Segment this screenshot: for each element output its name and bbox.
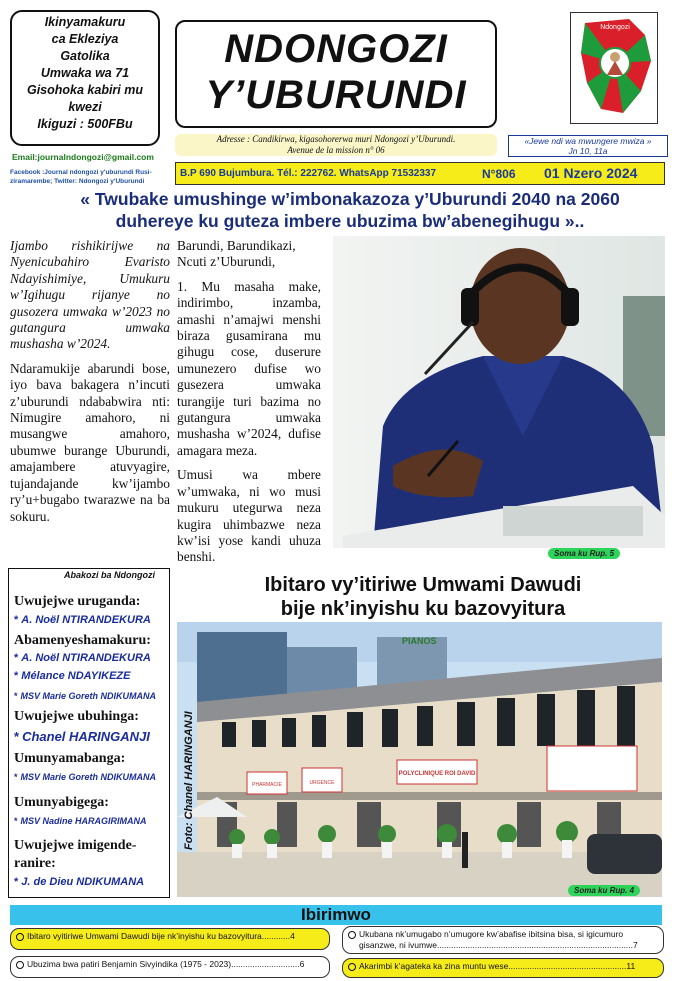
- staff-name: * J. de Dieu NDIKUMANA: [14, 876, 145, 888]
- contact-info: B.P 690 Bujumbura. Tél.: 222762. WhatsApp 71532337: [180, 168, 437, 179]
- rooftop-sign: PIANOS: [402, 636, 437, 646]
- story2-title-line-2: bije nk’inyishu ku bazovyitura: [280, 598, 566, 620]
- contents-title: Ibirimwo: [10, 905, 662, 925]
- address: [175, 134, 497, 156]
- staff-name: * MSV Marie Goreth NDIKUMANA: [14, 772, 157, 782]
- contents-item-text: Akarimbi k’agateka ka zina muntu wese..................................................11: [359, 961, 636, 971]
- continue-link[interactable]: Soma ku Rup. 5: [548, 548, 620, 559]
- contents-item[interactable]: [342, 958, 664, 978]
- bullet-icon: [348, 931, 356, 939]
- issue-date: 01 Nzero 2024: [544, 165, 638, 181]
- burundi-map-logo: [570, 12, 658, 124]
- publication-info-box: [10, 10, 160, 146]
- lead-paragraph: Ndaramukije abarundi bose, iyo bava bakagera n’incuti z’uburundi ndababwira nti: Nimugire amahoro, ni musangwe amahoro, ubumwe burange Uburundi, amajambere atuvyagire, tujandajande kw’ijambo ry’u+bugabo twarazwe na ba sokuru.: [10, 360, 170, 524]
- pharmacy-sign: PHARMACIE: [252, 782, 282, 788]
- pub-info-line: Gisohoka kabiri mu: [26, 83, 143, 97]
- pub-info-line: Gatolika: [60, 49, 110, 63]
- quote-reference: Jn 10, 11a: [568, 146, 608, 156]
- quote-text: «Jewe ndi wa mwungere mwiza »: [524, 136, 652, 146]
- lead-greeting: Barundi, Barundikazi, Ncuti z’Uburundi,: [177, 238, 296, 270]
- staff-role: Umunyabigega:: [14, 795, 109, 810]
- story2-title-line-1: Ibitaro vy’itiriwe Umwami Dawudi: [264, 574, 582, 596]
- contents-item-text: Ubuzima bwa patiri Benjamin Sivyindika (1975 - 2023).............................6: [27, 959, 305, 969]
- lead-headline: [10, 188, 690, 232]
- pub-info-line: Ikiguzi : 500FBu: [37, 117, 133, 131]
- address-line-1: Adresse : Candikirwa, kigasohorerwa muri Ndongozi y’Uburundi.: [216, 134, 456, 144]
- bullet-icon: [16, 961, 24, 969]
- issue-bar: [175, 162, 665, 185]
- lead-column-2: [177, 238, 321, 574]
- lead-paragraph: 1. Mu masaha make, indirimbo, inzamba, amashi n’amajwi menshi biraza gusamirana mu gihugu cose, duserure umunezero dufise wo gusezera umwaka turangije turi bazima no gutangura umwaka mushasha w’2024, dufise amagara meza.: [177, 278, 321, 458]
- lead-intro: Ijambo rishikirijwe na Nyenicubahiro Evaristo Ndayishimiye, Umukuru w’Igihugu rijanye no gusozera umwaka w’2023 no gutangura umwaka mushasha w’2024.: [10, 238, 170, 352]
- contents-item[interactable]: [10, 956, 330, 978]
- headline-line-1: « Twubake umushinge w’imbonakazoza y’Uburundi 2040 na 2060: [80, 189, 620, 209]
- title-line-1: NDONGOZI: [224, 27, 448, 71]
- bullet-icon: [348, 963, 356, 971]
- burundi-map-icon: [571, 13, 657, 123]
- address-line-2: Avenue de la mission n° 06: [287, 145, 385, 155]
- staff-role: Uwujejwe imigende-: [14, 838, 137, 853]
- staff-role: ranire:: [14, 856, 56, 871]
- newspaper-title: [175, 20, 497, 128]
- pub-info-line: Ikinyamakuru: [44, 15, 126, 29]
- story2-headline: [178, 573, 668, 621]
- photo-credit: [181, 640, 195, 850]
- photo-credit-text: Foto: Chanel HARINGANJI: [183, 711, 195, 850]
- social-links: Facebook :Journal ndongozi y'uburundi Rusi-ziramarembe; Twitter: Ndongozi y'Uburundi: [10, 169, 152, 185]
- scripture-quote: [508, 135, 668, 157]
- urgence-sign: URGENCE: [309, 780, 335, 786]
- staff-name: * MSV Nadine HARAGIRIMANA: [14, 816, 147, 826]
- title-line-2: Y’UBURUNDI: [205, 73, 467, 117]
- clinic-photo: [177, 622, 662, 897]
- staff-role: Abamenyeshamakuru:: [14, 633, 151, 648]
- bullet-icon: [16, 933, 24, 941]
- logo-wordmark: Ndongozi: [600, 24, 630, 31]
- headline-line-2: duhereye ku guteza imbere ubuzima bw’abenegihugu »..: [115, 211, 585, 231]
- staff-name: * Mélance NDAYIKEZE: [14, 670, 131, 682]
- staff-name: * Chanel HARINGANJI: [14, 729, 150, 744]
- continue-link[interactable]: Soma ku Rup. 4: [568, 885, 640, 896]
- staff-role: Uwujejwe uruganda:: [14, 594, 141, 609]
- contents-item-text: Ibitaro vyitiriwe Umwami Dawudi bije nk’inyishu ku bazovyitura............4: [27, 931, 295, 941]
- contents-item[interactable]: [342, 926, 664, 954]
- pub-info-line: ca Ekleziya: [51, 32, 119, 46]
- clinic-sign: POLYCLINIQUE ROI DAVID: [398, 771, 476, 777]
- issue-number: N°806: [482, 167, 516, 181]
- lead-paragraph: Umusi wa mbere w’umwaka, ni wo musi mukuru utegurwa neza kugira uhimbazwe neza kw’isi yose kandi uhuza benshi.: [177, 467, 321, 565]
- president-photo: [333, 236, 665, 548]
- staff-name: * A. Noël NTIRANDEKURA: [14, 652, 151, 664]
- staff-name: * A. Noël NTIRANDEKURA: [14, 614, 151, 626]
- staff-name: * MSV Marie Goreth NDIKUMANA: [14, 691, 157, 701]
- email-address: Email:journalndongozi@gmail.com: [12, 152, 154, 162]
- staff-title: Abakozi ba Ndongozi: [64, 570, 155, 580]
- lead-column-1: [10, 238, 170, 533]
- pub-info-line: Umwaka wa 71: [40, 66, 130, 80]
- staff-role: Uwujejwe ubuhinga:: [14, 709, 139, 724]
- contents-item-text: Ukubana nk’umugabo n’umugore kw’abafise ibitsina bisa, si igicumuro gisanzwe, ni ivumwe...................................................................................7: [359, 929, 638, 950]
- pub-info-line: kwezi: [68, 100, 102, 114]
- staff-role: Umunyamabanga:: [14, 751, 126, 766]
- contents-item[interactable]: [10, 928, 330, 950]
